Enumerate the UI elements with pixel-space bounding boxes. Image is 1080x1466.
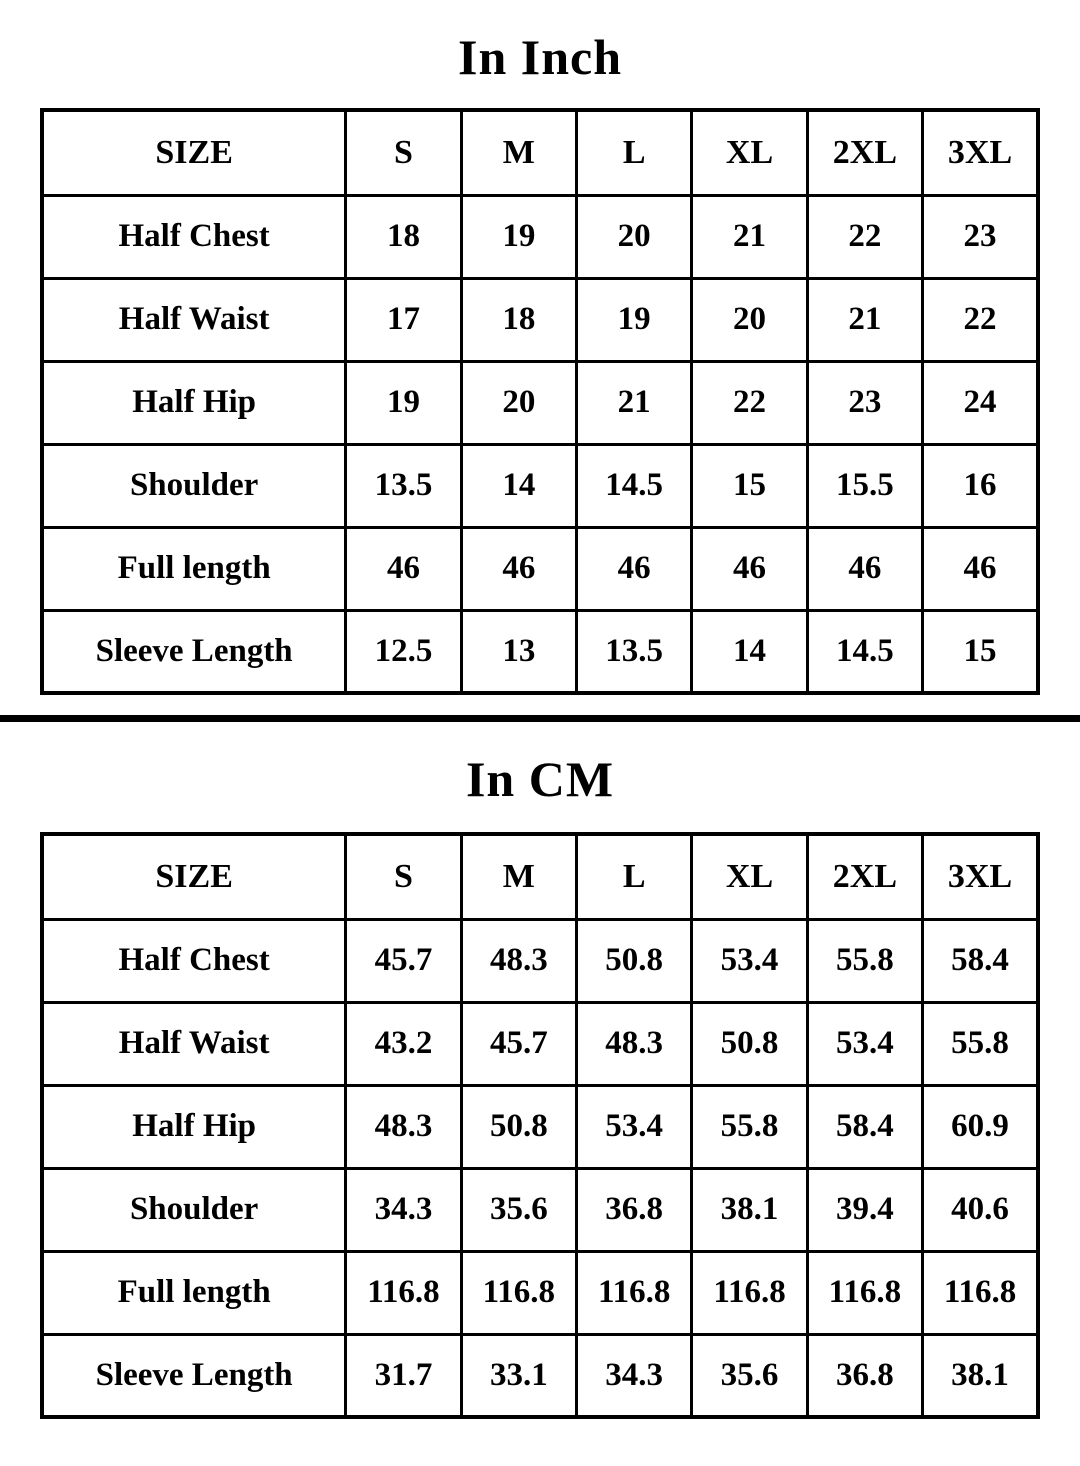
measurement-value: 21 [807, 278, 922, 361]
measurement-label: Sleeve Length [42, 610, 346, 693]
measurement-value: 53.4 [577, 1085, 692, 1168]
measurement-value: 35.6 [692, 1334, 807, 1417]
measurement-label: Full length [42, 527, 346, 610]
measurement-row [42, 1085, 1038, 1168]
measurement-value: 20 [577, 195, 692, 278]
measurement-value: 46 [923, 527, 1038, 610]
measurement-value: 19 [577, 278, 692, 361]
inch-table-header [42, 110, 1038, 195]
measurement-row [42, 1002, 1038, 1085]
size-column-header: XL [692, 834, 807, 919]
measurement-row [42, 444, 1038, 527]
cm-size-table [40, 832, 1040, 1419]
measurement-label: Full length [42, 1251, 346, 1334]
measurement-value: 15 [923, 610, 1038, 693]
measurement-row [42, 610, 1038, 693]
size-column-header: 3XL [923, 834, 1038, 919]
measurement-value: 58.4 [807, 1085, 922, 1168]
size-header-cell: SIZE [42, 834, 346, 919]
measurement-value: 34.3 [577, 1334, 692, 1417]
measurement-value: 38.1 [692, 1168, 807, 1251]
measurement-row [42, 1334, 1038, 1417]
measurement-label: Half Chest [42, 195, 346, 278]
measurement-label: Shoulder [42, 1168, 346, 1251]
measurement-value: 46 [577, 527, 692, 610]
measurement-value: 39.4 [807, 1168, 922, 1251]
measurement-value: 55.8 [807, 919, 922, 1002]
cm-table-header [42, 834, 1038, 919]
size-column-header: M [461, 834, 576, 919]
measurement-row [42, 919, 1038, 1002]
size-column-header: S [346, 834, 461, 919]
measurement-label: Half Chest [42, 919, 346, 1002]
measurement-value: 24 [923, 361, 1038, 444]
measurement-value: 116.8 [461, 1251, 576, 1334]
measurement-value: 55.8 [692, 1085, 807, 1168]
measurement-value: 50.8 [577, 919, 692, 1002]
measurement-value: 48.3 [577, 1002, 692, 1085]
measurement-value: 20 [692, 278, 807, 361]
header-row [42, 834, 1038, 919]
measurement-value: 53.4 [692, 919, 807, 1002]
measurement-value: 18 [461, 278, 576, 361]
measurement-label: Half Waist [42, 1002, 346, 1085]
measurement-value: 15 [692, 444, 807, 527]
header-row [42, 110, 1038, 195]
measurement-value: 13 [461, 610, 576, 693]
measurement-value: 58.4 [923, 919, 1038, 1002]
size-column-header: S [346, 110, 461, 195]
measurement-value: 36.8 [577, 1168, 692, 1251]
measurement-value: 36.8 [807, 1334, 922, 1417]
section-divider [0, 715, 1080, 722]
measurement-value: 15.5 [807, 444, 922, 527]
measurement-label: Half Hip [42, 1085, 346, 1168]
measurement-value: 14 [692, 610, 807, 693]
measurement-value: 116.8 [577, 1251, 692, 1334]
measurement-value: 20 [461, 361, 576, 444]
measurement-value: 14.5 [577, 444, 692, 527]
inch-table-title: In Inch [457, 29, 623, 85]
measurement-value: 55.8 [923, 1002, 1038, 1085]
size-column-header: 2XL [807, 834, 922, 919]
measurement-value: 46 [346, 527, 461, 610]
measurement-value: 48.3 [461, 919, 576, 1002]
measurement-value: 116.8 [346, 1251, 461, 1334]
measurement-value: 48.3 [346, 1085, 461, 1168]
measurement-value: 50.8 [692, 1002, 807, 1085]
measurement-value: 22 [807, 195, 922, 278]
measurement-row [42, 278, 1038, 361]
size-column-header: XL [692, 110, 807, 195]
measurement-value: 53.4 [807, 1002, 922, 1085]
size-column-header: L [577, 110, 692, 195]
measurement-value: 45.7 [346, 919, 461, 1002]
size-column-header: 3XL [923, 110, 1038, 195]
measurement-value: 14 [461, 444, 576, 527]
measurement-value: 23 [923, 195, 1038, 278]
cm-section [0, 748, 1080, 1419]
measurement-value: 16 [923, 444, 1038, 527]
inch-section [0, 26, 1080, 695]
measurement-label: Half Waist [42, 278, 346, 361]
measurement-value: 46 [807, 527, 922, 610]
size-column-header: 2XL [807, 110, 922, 195]
measurement-value: 22 [692, 361, 807, 444]
measurement-value: 13.5 [577, 610, 692, 693]
measurement-value: 14.5 [807, 610, 922, 693]
measurement-value: 22 [923, 278, 1038, 361]
cm-table-title: In CM [465, 751, 615, 807]
measurement-value: 21 [692, 195, 807, 278]
measurement-row [42, 361, 1038, 444]
measurement-label: Half Hip [42, 361, 346, 444]
measurement-value: 13.5 [346, 444, 461, 527]
measurement-row [42, 1251, 1038, 1334]
measurement-value: 60.9 [923, 1085, 1038, 1168]
measurement-row [42, 527, 1038, 610]
measurement-value: 38.1 [923, 1334, 1038, 1417]
measurement-value: 116.8 [692, 1251, 807, 1334]
measurement-label: Shoulder [42, 444, 346, 527]
measurement-value: 46 [461, 527, 576, 610]
measurement-value: 45.7 [461, 1002, 576, 1085]
cm-table-body [42, 919, 1038, 1417]
measurement-value: 116.8 [923, 1251, 1038, 1334]
measurement-value: 50.8 [461, 1085, 576, 1168]
inch-table-body [42, 195, 1038, 693]
measurement-row [42, 195, 1038, 278]
measurement-value: 17 [346, 278, 461, 361]
measurement-value: 23 [807, 361, 922, 444]
measurement-value: 35.6 [461, 1168, 576, 1251]
measurement-value: 33.1 [461, 1334, 576, 1417]
measurement-value: 116.8 [807, 1251, 922, 1334]
inch-size-table [40, 108, 1040, 695]
measurement-value: 46 [692, 527, 807, 610]
measurement-value: 12.5 [346, 610, 461, 693]
measurement-value: 19 [346, 361, 461, 444]
measurement-value: 43.2 [346, 1002, 461, 1085]
measurement-value: 40.6 [923, 1168, 1038, 1251]
measurement-value: 21 [577, 361, 692, 444]
size-column-header: L [577, 834, 692, 919]
measurement-value: 19 [461, 195, 576, 278]
size-column-header: M [461, 110, 576, 195]
measurement-value: 34.3 [346, 1168, 461, 1251]
measurement-value: 31.7 [346, 1334, 461, 1417]
measurement-row [42, 1168, 1038, 1251]
size-header-cell: SIZE [42, 110, 346, 195]
measurement-value: 18 [346, 195, 461, 278]
measurement-label: Sleeve Length [42, 1334, 346, 1417]
